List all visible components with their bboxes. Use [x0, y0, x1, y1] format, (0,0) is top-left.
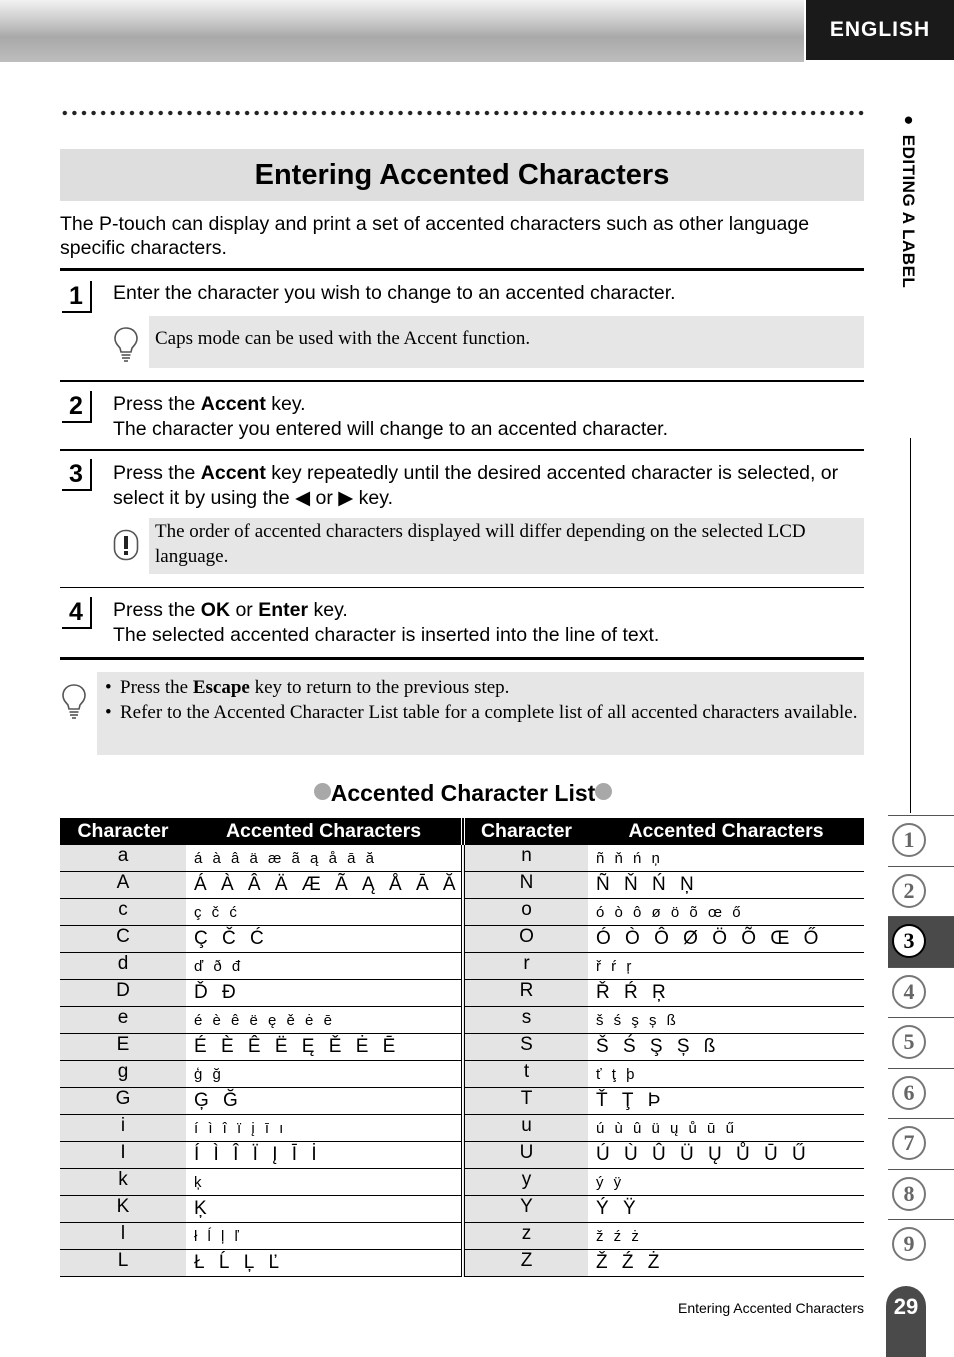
chapter-tab-1[interactable]	[888, 815, 954, 866]
base-character-cell: N	[463, 872, 588, 899]
base-character-cell: a	[60, 845, 186, 872]
table-row	[60, 926, 864, 953]
accented-characters-cell: Ç Č Ć	[186, 926, 463, 953]
table-row	[60, 1088, 864, 1115]
step-text-part: Press the	[113, 462, 201, 484]
key-name: Accent	[200, 462, 266, 484]
bullet: •	[105, 677, 112, 698]
list-heading-text: Accented Character List	[330, 780, 596, 806]
base-character-cell: u	[463, 1115, 588, 1142]
step-number: 3	[62, 459, 92, 491]
note-order: The order of accented characters displayed will differ depending on the selected LCD language.	[149, 518, 864, 574]
base-character-cell: O	[463, 926, 588, 953]
chapter-number: 5	[892, 1025, 926, 1059]
accented-characters-cell: ď ð đ	[186, 953, 463, 980]
lightbulb-icon	[61, 683, 87, 719]
base-character-cell: L	[60, 1250, 186, 1277]
rule	[60, 380, 864, 382]
header-banner	[0, 0, 804, 62]
base-character-cell: G	[60, 1088, 186, 1115]
accented-characters-cell: Š Ś Ş Ș ß	[588, 1034, 864, 1061]
page-title: Entering Accented Characters	[60, 149, 864, 201]
table-row	[60, 899, 864, 926]
tip-item	[101, 675, 860, 700]
base-character-cell: Z	[463, 1250, 588, 1277]
accented-characters-cell: Í Ì Î Ï Į Ī İ	[186, 1142, 463, 1169]
base-character-cell: R	[463, 980, 588, 1007]
accented-characters-cell: á à â ä æ ã ą å ā ă	[186, 845, 463, 872]
base-character-cell: D	[60, 980, 186, 1007]
chapter-number: 6	[892, 1076, 926, 1110]
accented-characters-cell: Ģ Ğ	[186, 1088, 463, 1115]
accented-characters-cell: ř ŕ ŗ	[588, 953, 864, 980]
table-row	[60, 845, 864, 872]
step-text	[113, 461, 865, 510]
chapter-tabs	[888, 815, 954, 1270]
table-row	[60, 1142, 864, 1169]
side-divider	[910, 438, 911, 813]
accented-characters-cell: Ó Ò Ô Ø Ö Õ Œ Ő	[588, 926, 864, 953]
step-text: Enter the character you wish to change to an accented character.	[113, 282, 676, 304]
side-bullet: ●	[899, 110, 918, 135]
footer-section-title: Entering Accented Characters	[678, 1300, 864, 1316]
step-text-part: key.	[308, 599, 348, 621]
base-character-cell: E	[60, 1034, 186, 1061]
key-name: OK	[200, 599, 231, 621]
tip-text: Refer to the Accented Character List table for a complete list of all accented characters available.	[120, 702, 858, 723]
base-character-cell: U	[463, 1142, 588, 1169]
accented-characters-cell: É È Ê Ë Ę Ě Ė Ē	[186, 1034, 463, 1061]
accented-characters-cell: ý ÿ	[588, 1169, 864, 1196]
step-text-part: The selected accented character is inserted into the line of text.	[113, 623, 660, 646]
base-character-cell: d	[60, 953, 186, 980]
table-row	[60, 1061, 864, 1088]
lightbulb-icon	[113, 326, 139, 362]
base-character-cell: z	[463, 1223, 588, 1250]
accented-characters-cell: Ñ Ň Ń Ņ	[588, 872, 864, 899]
step-text-part: The character you entered will change to an accented character.	[113, 417, 668, 440]
accented-characters-cell: ť ţ þ	[588, 1061, 864, 1088]
step-text-part: Press the	[113, 393, 201, 415]
table-row	[60, 872, 864, 899]
base-character-cell: k	[60, 1169, 186, 1196]
accent-table	[60, 818, 864, 1277]
bullet: •	[105, 702, 112, 723]
accented-characters-cell: Ł Ĺ Ļ Ľ	[186, 1250, 463, 1277]
step-number: 2	[62, 391, 92, 423]
table-header: Character	[60, 818, 186, 845]
tip-item	[101, 700, 860, 725]
table-header: Character	[463, 818, 588, 845]
note-caps: Caps mode can be used with the Accent function.	[149, 316, 864, 368]
rule	[60, 657, 864, 660]
base-character-cell: S	[463, 1034, 588, 1061]
table-row	[60, 953, 864, 980]
chapter-tab-9[interactable]	[888, 1219, 954, 1270]
accented-characters-cell: Ž Ź Ż	[588, 1250, 864, 1277]
accented-characters-cell: Á À Â Ä Æ Ã Ą Å Ā Ă	[186, 872, 463, 899]
base-character-cell: T	[463, 1088, 588, 1115]
accented-characters-cell: ł ĺ ļ ľ	[186, 1223, 463, 1250]
base-character-cell: c	[60, 899, 186, 926]
base-character-cell: A	[60, 872, 186, 899]
key-name: Enter	[258, 599, 309, 621]
table-row	[60, 1196, 864, 1223]
base-character-cell: g	[60, 1061, 186, 1088]
accented-characters-cell: Ú Ù Û Ü Ų Ů Ū Ű	[588, 1142, 864, 1169]
base-character-cell: i	[60, 1115, 186, 1142]
base-character-cell: l	[60, 1223, 186, 1250]
accented-characters-cell: š ś ş ș ß	[588, 1007, 864, 1034]
table-row	[60, 1223, 864, 1250]
chapter-number: 3	[892, 924, 926, 958]
table-row	[60, 1250, 864, 1277]
chapter-tab-5[interactable]	[888, 1017, 954, 1068]
base-character-cell: K	[60, 1196, 186, 1223]
accented-characters-cell: é è ê ë ę ě ė ē	[186, 1007, 463, 1034]
chapter-tab-4[interactable]	[888, 967, 954, 1018]
accented-characters-cell: ó ò ô ø ö õ œ ő	[588, 899, 864, 926]
chapter-tab-6[interactable]	[888, 1068, 954, 1119]
step-number: 4	[62, 597, 92, 629]
tip-text: key to return to the previous step.	[249, 677, 510, 698]
step-text-part: Press the	[113, 599, 201, 621]
chapter-number: 8	[892, 1177, 926, 1211]
intro-paragraph: The P-touch can display and print a set of accented characters such as other language specific characters.	[60, 213, 810, 259]
base-character-cell: C	[60, 926, 186, 953]
table-row	[60, 1115, 864, 1142]
chapter-tab-8[interactable]	[888, 1169, 954, 1220]
base-character-cell: Y	[463, 1196, 588, 1223]
table-row	[60, 1007, 864, 1034]
step-number: 1	[62, 281, 92, 313]
accented-characters-cell: Ř Ŕ Ŗ	[588, 980, 864, 1007]
side-section-text: EDITING A LABEL	[899, 134, 918, 289]
base-character-cell: n	[463, 845, 588, 872]
step-text	[113, 598, 865, 647]
accented-characters-cell: ç č ć	[186, 899, 463, 926]
chapter-number: 7	[892, 1126, 926, 1160]
base-character-cell: t	[463, 1061, 588, 1088]
base-character-cell: o	[463, 899, 588, 926]
base-character-cell: s	[463, 1007, 588, 1034]
accented-characters-cell: Ķ	[186, 1196, 463, 1223]
table-row	[60, 1034, 864, 1061]
rule	[60, 268, 864, 271]
language-tab: ENGLISH	[806, 0, 954, 60]
chapter-tab-3[interactable]	[888, 916, 954, 967]
base-character-cell: r	[463, 953, 588, 980]
key-name: Accent	[200, 393, 266, 415]
chapter-number: 9	[892, 1227, 926, 1261]
base-character-cell: I	[60, 1142, 186, 1169]
table-row	[60, 980, 864, 1007]
chapter-number: 4	[892, 975, 926, 1009]
dotted-divider	[60, 108, 865, 118]
step-text	[113, 392, 865, 441]
rule	[60, 449, 864, 451]
page-number: 29	[886, 1286, 926, 1357]
table-header: Accented Characters	[588, 818, 864, 845]
accented-characters-cell: Ý Ÿ	[588, 1196, 864, 1223]
accented-characters-cell: Ť Ţ Þ	[588, 1088, 864, 1115]
chapter-number: 1	[892, 823, 926, 857]
key-name: Escape	[192, 677, 250, 698]
heading-dot	[595, 783, 612, 800]
step-text-part: or	[230, 599, 259, 621]
accented-characters-cell: Ď Đ	[186, 980, 463, 1007]
chapter-tab-7[interactable]	[888, 1118, 954, 1169]
section-side-label	[892, 110, 918, 288]
base-character-cell: e	[60, 1007, 186, 1034]
accented-characters-cell: ž ź ż	[588, 1223, 864, 1250]
tips-box	[97, 672, 864, 755]
accented-characters-cell: ñ ň ń ņ	[588, 845, 864, 872]
chapter-tab-2[interactable]	[888, 866, 954, 917]
accented-characters-cell: í ì î ï į ī ı	[186, 1115, 463, 1142]
base-character-cell: y	[463, 1169, 588, 1196]
rule	[60, 587, 864, 588]
accented-characters-cell: ģ ğ	[186, 1061, 463, 1088]
table-row	[60, 1169, 864, 1196]
exclamation-icon	[113, 529, 139, 561]
step-text-part: key repeatedly until the desired accented character is selected, or select it by using the ◀ or ▶ key.	[113, 462, 839, 509]
step-text-part: key.	[265, 393, 306, 415]
table-header: Accented Characters	[186, 818, 463, 845]
accented-characters-cell: ķ	[186, 1169, 463, 1196]
heading-dot	[314, 783, 331, 800]
list-heading	[60, 780, 866, 807]
accented-characters-cell: ú ù û ü ų ů ū ű	[588, 1115, 864, 1142]
tip-text: Press the	[120, 677, 193, 698]
chapter-number: 2	[892, 874, 926, 908]
